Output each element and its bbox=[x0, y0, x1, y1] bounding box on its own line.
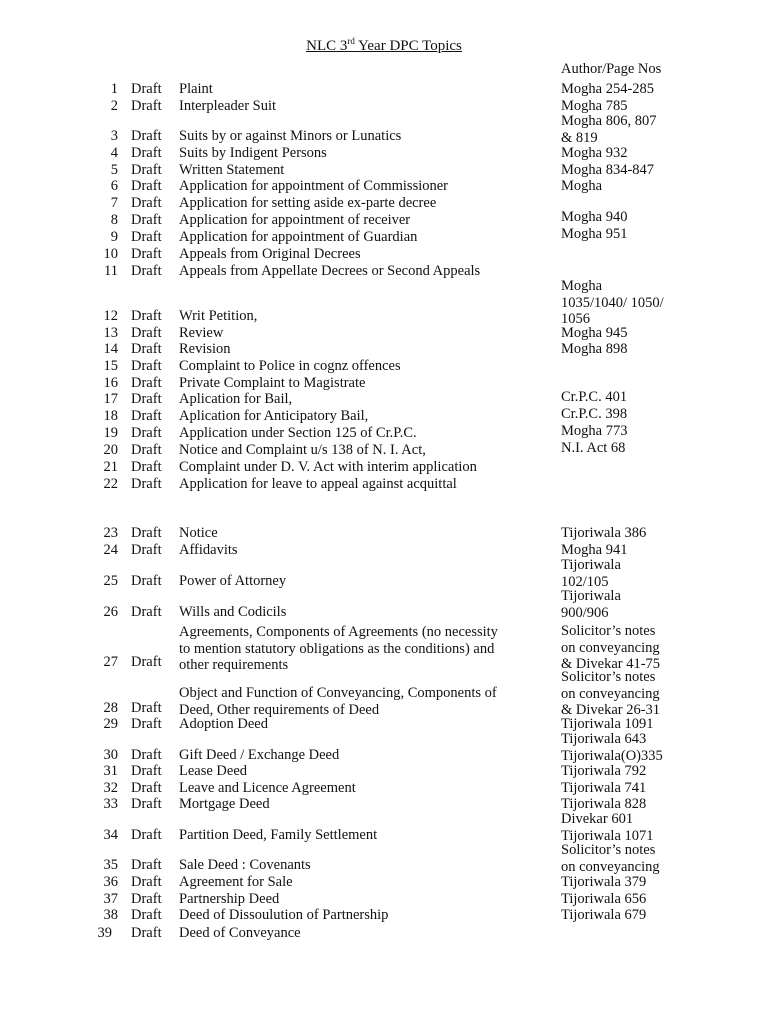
topic-text bbox=[179, 195, 541, 212]
draft-label: Draft bbox=[131, 796, 162, 812]
author-reference bbox=[561, 811, 681, 844]
topic-line: Private Complaint to Magistrate bbox=[179, 375, 366, 391]
draft-label: Draft bbox=[131, 763, 162, 779]
topic-text bbox=[179, 716, 541, 733]
row-number: 12 bbox=[103, 308, 118, 324]
topic-line: Application for appointment of Commissioner bbox=[179, 178, 449, 194]
author-line: Tijoriwala 656 bbox=[561, 891, 647, 907]
author-reference bbox=[561, 226, 681, 243]
author-line: N.I. Act 68 bbox=[561, 440, 626, 456]
row-number: 18 bbox=[103, 408, 118, 424]
topic-text bbox=[179, 391, 541, 408]
topic-line: Wills and Codicils bbox=[179, 604, 287, 620]
author-reference bbox=[561, 842, 681, 875]
topic-text bbox=[179, 907, 541, 924]
author-reference bbox=[561, 341, 681, 358]
topic-line: Partition Deed, Family Settlement bbox=[179, 827, 378, 843]
author-reference bbox=[561, 588, 681, 621]
topic-text bbox=[179, 874, 541, 891]
topic-line: Lease Deed bbox=[179, 763, 248, 779]
row-number: 23 bbox=[103, 525, 118, 541]
author-line: Mogha bbox=[561, 178, 603, 194]
row-number: 36 bbox=[103, 874, 118, 890]
author-reference bbox=[561, 406, 681, 423]
topic-text bbox=[179, 375, 541, 392]
topic-line: Notice and Complaint u/s 138 of N. I. Act, bbox=[179, 442, 426, 458]
row-number: 17 bbox=[103, 391, 118, 407]
topic-line: Application for setting aside ex-parte decree bbox=[179, 195, 437, 211]
row-number: 35 bbox=[103, 857, 118, 873]
author-line: Tijoriwala bbox=[561, 557, 621, 573]
column-header-author: Author/Page Nos bbox=[561, 61, 662, 77]
draft-label: Draft bbox=[131, 98, 162, 114]
draft-label: Draft bbox=[131, 573, 162, 589]
row-number: 8 bbox=[110, 212, 118, 228]
topic-text bbox=[179, 857, 541, 874]
author-line: Cr.P.C. 401 bbox=[561, 389, 628, 405]
author-line: Solicitor’s notes bbox=[561, 623, 656, 639]
row-number: 21 bbox=[103, 459, 118, 475]
topic-text bbox=[179, 763, 541, 780]
topic-line: Writ Petition, bbox=[179, 308, 258, 324]
draft-label: Draft bbox=[131, 874, 162, 890]
topic-line: to mention statutory obligations as the conditions) and bbox=[179, 640, 495, 657]
topic-text bbox=[179, 459, 541, 476]
draft-label: Draft bbox=[131, 162, 162, 178]
topic-text bbox=[179, 178, 541, 195]
topic-line: Notice bbox=[179, 525, 218, 541]
topic-text bbox=[179, 128, 541, 145]
author-line: Tijoriwala bbox=[561, 588, 621, 604]
author-line: on conveyancing bbox=[561, 639, 660, 656]
draft-label: Draft bbox=[131, 925, 162, 941]
author-line: Tijoriwala 792 bbox=[561, 763, 647, 779]
author-line: Solicitor’s notes bbox=[561, 842, 656, 858]
row-number: 39 bbox=[97, 925, 112, 941]
author-reference bbox=[561, 623, 681, 673]
author-line: Mogha 940 bbox=[561, 209, 628, 225]
topic-line: Deed of Dissoulution of Partnership bbox=[179, 907, 389, 923]
topic-line: Application under Section 125 of Cr.P.C. bbox=[179, 425, 417, 441]
draft-label: Draft bbox=[131, 604, 162, 620]
author-line: Mogha 806, 807 bbox=[561, 113, 657, 129]
author-line: Mogha 773 bbox=[561, 423, 628, 439]
author-reference bbox=[561, 669, 681, 719]
author-reference bbox=[561, 891, 681, 908]
author-reference bbox=[561, 557, 681, 590]
row-number: 1 bbox=[110, 81, 118, 97]
draft-label: Draft bbox=[131, 476, 162, 492]
author-line: & Divekar 26-31 bbox=[561, 702, 661, 718]
draft-label: Draft bbox=[131, 195, 162, 211]
author-line: Mogha 951 bbox=[561, 226, 628, 242]
row-number: 4 bbox=[110, 145, 118, 161]
topic-text bbox=[179, 246, 541, 263]
topic-text bbox=[179, 685, 541, 718]
row-number: 24 bbox=[103, 542, 118, 558]
topic-line: Partnership Deed bbox=[179, 891, 280, 907]
topic-line: Application for appointment of Guardian bbox=[179, 229, 418, 245]
author-line: 1056 bbox=[561, 311, 590, 327]
author-line: Mogha 932 bbox=[561, 145, 628, 161]
topic-text bbox=[179, 604, 541, 621]
draft-label: Draft bbox=[131, 716, 162, 732]
author-reference bbox=[561, 907, 681, 924]
topic-line: Review bbox=[179, 325, 224, 341]
topic-text bbox=[179, 747, 541, 764]
row-number: 16 bbox=[103, 375, 118, 391]
topic-line: Complaint to Police in cognz offences bbox=[179, 358, 401, 374]
topic-line: Leave and Licence Agreement bbox=[179, 780, 356, 796]
topic-line: Affidavits bbox=[179, 542, 238, 558]
topic-text bbox=[179, 425, 541, 442]
author-line: & Divekar 41-75 bbox=[561, 656, 661, 672]
page-title: NLC 3rd Year DPC Topics bbox=[306, 36, 462, 54]
row-number: 32 bbox=[103, 780, 118, 796]
author-line: Tijoriwala 741 bbox=[561, 780, 647, 796]
topic-text bbox=[179, 525, 541, 542]
topic-line: Agreements, Components of Agreements (no necessity bbox=[179, 624, 498, 640]
topic-text bbox=[179, 624, 541, 674]
draft-label: Draft bbox=[131, 857, 162, 873]
draft-label: Draft bbox=[131, 375, 162, 391]
author-line: 1035/1040/ 1050/ bbox=[561, 294, 664, 311]
author-line: on conveyancing bbox=[561, 685, 660, 702]
topic-text bbox=[179, 796, 541, 813]
draft-label: Draft bbox=[131, 442, 162, 458]
topic-line: Aplication for Bail, bbox=[179, 391, 293, 407]
row-number: 26 bbox=[103, 604, 118, 620]
draft-label: Draft bbox=[131, 459, 162, 475]
topic-text bbox=[179, 263, 541, 280]
topic-line: Revision bbox=[179, 341, 231, 357]
row-number: 33 bbox=[103, 796, 118, 812]
topic-line: Appeals from Appellate Decrees or Second Appeals bbox=[179, 263, 481, 279]
topic-line: Deed of Conveyance bbox=[179, 925, 301, 941]
author-line: Tijoriwala 1091 bbox=[561, 716, 654, 732]
draft-label: Draft bbox=[131, 325, 162, 341]
topic-line: Agreement for Sale bbox=[179, 874, 293, 890]
draft-label: Draft bbox=[131, 246, 162, 262]
row-number: 27 bbox=[103, 654, 118, 670]
topic-line: Sale Deed : Covenants bbox=[179, 857, 311, 873]
author-reference bbox=[561, 389, 681, 406]
author-line: & 819 bbox=[561, 129, 598, 146]
row-number: 31 bbox=[103, 763, 118, 779]
topic-line: Object and Function of Conveyancing, Components of bbox=[179, 685, 497, 701]
draft-label: Draft bbox=[131, 341, 162, 357]
row-number: 30 bbox=[103, 747, 118, 763]
topic-line: Aplication for Anticipatory Bail, bbox=[179, 408, 369, 424]
author-reference bbox=[561, 178, 681, 195]
author-line: Tijoriwala 828 bbox=[561, 796, 647, 812]
topic-text bbox=[179, 573, 541, 590]
topic-text bbox=[179, 308, 541, 325]
author-line: Cr.P.C. 398 bbox=[561, 406, 628, 422]
draft-label: Draft bbox=[131, 542, 162, 558]
row-number: 20 bbox=[103, 442, 118, 458]
author-line: Tijoriwala 1071 bbox=[561, 827, 654, 844]
row-number: 9 bbox=[110, 229, 118, 245]
topic-line: Interpleader Suit bbox=[179, 98, 277, 114]
author-line: Mogha 941 bbox=[561, 542, 628, 558]
author-line: 102/105 bbox=[561, 573, 609, 590]
topic-line: Appeals from Original Decrees bbox=[179, 246, 361, 262]
row-number: 10 bbox=[103, 246, 118, 262]
author-line: Mogha bbox=[561, 278, 603, 294]
author-reference bbox=[561, 780, 681, 797]
topic-text bbox=[179, 212, 541, 229]
author-reference bbox=[561, 325, 681, 342]
topic-line: other requirements bbox=[179, 657, 289, 673]
author-reference bbox=[561, 763, 681, 780]
author-reference bbox=[561, 423, 681, 440]
author-reference bbox=[561, 162, 681, 179]
row-number: 13 bbox=[103, 325, 118, 341]
row-number: 22 bbox=[103, 476, 118, 492]
draft-label: Draft bbox=[131, 263, 162, 279]
author-reference bbox=[561, 113, 681, 146]
topic-text bbox=[179, 81, 541, 98]
author-line: Mogha 834-847 bbox=[561, 162, 655, 178]
author-line: Divekar 601 bbox=[561, 811, 634, 827]
draft-label: Draft bbox=[131, 408, 162, 424]
row-number: 7 bbox=[110, 195, 118, 211]
draft-label: Draft bbox=[131, 747, 162, 763]
topic-text bbox=[179, 891, 541, 908]
row-number: 11 bbox=[104, 263, 118, 279]
row-number: 6 bbox=[110, 178, 118, 194]
author-reference bbox=[561, 874, 681, 891]
draft-label: Draft bbox=[131, 891, 162, 907]
author-reference bbox=[561, 209, 681, 226]
topic-text bbox=[179, 162, 541, 179]
topic-text bbox=[179, 341, 541, 358]
row-number: 2 bbox=[110, 98, 118, 114]
topic-line: Application for leave to appeal against acquittal bbox=[179, 476, 457, 492]
row-number: 29 bbox=[103, 716, 118, 732]
draft-label: Draft bbox=[131, 308, 162, 324]
topic-line: Suits by or against Minors or Lunatics bbox=[179, 128, 402, 144]
author-reference bbox=[561, 440, 681, 457]
author-line: on conveyancing bbox=[561, 858, 660, 875]
row-number: 25 bbox=[103, 573, 118, 589]
author-line: Tijoriwala(O)335 bbox=[561, 747, 663, 764]
draft-label: Draft bbox=[131, 425, 162, 441]
author-line: 900/906 bbox=[561, 604, 609, 621]
author-line: Tijoriwala 379 bbox=[561, 874, 647, 890]
topic-text bbox=[179, 145, 541, 162]
draft-label: Draft bbox=[131, 827, 162, 843]
draft-label: Draft bbox=[131, 229, 162, 245]
author-line: Tijoriwala 643 bbox=[561, 731, 647, 747]
topic-text bbox=[179, 442, 541, 459]
topic-text bbox=[179, 98, 541, 115]
row-number: 38 bbox=[103, 907, 118, 923]
row-number: 5 bbox=[110, 162, 118, 178]
draft-label: Draft bbox=[131, 81, 162, 97]
draft-label: Draft bbox=[131, 780, 162, 796]
row-number: 37 bbox=[103, 891, 118, 907]
draft-label: Draft bbox=[131, 391, 162, 407]
topic-line: Deed, Other requirements of Deed bbox=[179, 701, 380, 718]
author-reference bbox=[561, 525, 681, 542]
topic-line: Power of Attorney bbox=[179, 573, 287, 589]
topic-line: Gift Deed / Exchange Deed bbox=[179, 747, 340, 763]
row-number: 3 bbox=[110, 128, 118, 144]
topic-text bbox=[179, 542, 541, 559]
draft-label: Draft bbox=[131, 358, 162, 374]
author-reference bbox=[561, 731, 681, 764]
topic-text bbox=[179, 408, 541, 425]
topic-text bbox=[179, 780, 541, 797]
row-number: 19 bbox=[103, 425, 118, 441]
author-line: Mogha 785 bbox=[561, 98, 628, 114]
row-number: 28 bbox=[103, 700, 118, 716]
row-number: 15 bbox=[103, 358, 118, 374]
author-reference bbox=[561, 81, 681, 98]
author-line: Tijoriwala 386 bbox=[561, 525, 647, 541]
author-reference bbox=[561, 278, 681, 328]
author-line: Mogha 254-285 bbox=[561, 81, 655, 97]
topic-text bbox=[179, 827, 541, 844]
author-line: Mogha 945 bbox=[561, 325, 628, 341]
row-number: 14 bbox=[103, 341, 118, 357]
topic-text bbox=[179, 358, 541, 375]
row-number: 34 bbox=[103, 827, 118, 843]
topic-line: Plaint bbox=[179, 81, 213, 97]
draft-label: Draft bbox=[131, 178, 162, 194]
draft-label: Draft bbox=[131, 654, 162, 670]
topic-text bbox=[179, 325, 541, 342]
topic-line: Adoption Deed bbox=[179, 716, 268, 732]
author-line: Tijoriwala 679 bbox=[561, 907, 647, 923]
draft-label: Draft bbox=[131, 700, 162, 716]
draft-label: Draft bbox=[131, 907, 162, 923]
topic-line: Complaint under D. V. Act with interim application bbox=[179, 459, 477, 475]
draft-label: Draft bbox=[131, 212, 162, 228]
topic-line: Written Statement bbox=[179, 162, 285, 178]
topic-line: Application for appointment of receiver bbox=[179, 212, 411, 228]
author-reference bbox=[561, 145, 681, 162]
topic-text bbox=[179, 476, 541, 493]
topic-text bbox=[179, 229, 541, 246]
draft-label: Draft bbox=[131, 128, 162, 144]
topic-line: Suits by Indigent Persons bbox=[179, 145, 327, 161]
author-line: Solicitor’s notes bbox=[561, 669, 656, 685]
topic-line: Mortgage Deed bbox=[179, 796, 270, 812]
draft-label: Draft bbox=[131, 145, 162, 161]
author-line: Mogha 898 bbox=[561, 341, 628, 357]
draft-label: Draft bbox=[131, 525, 162, 541]
topic-text bbox=[179, 925, 541, 942]
